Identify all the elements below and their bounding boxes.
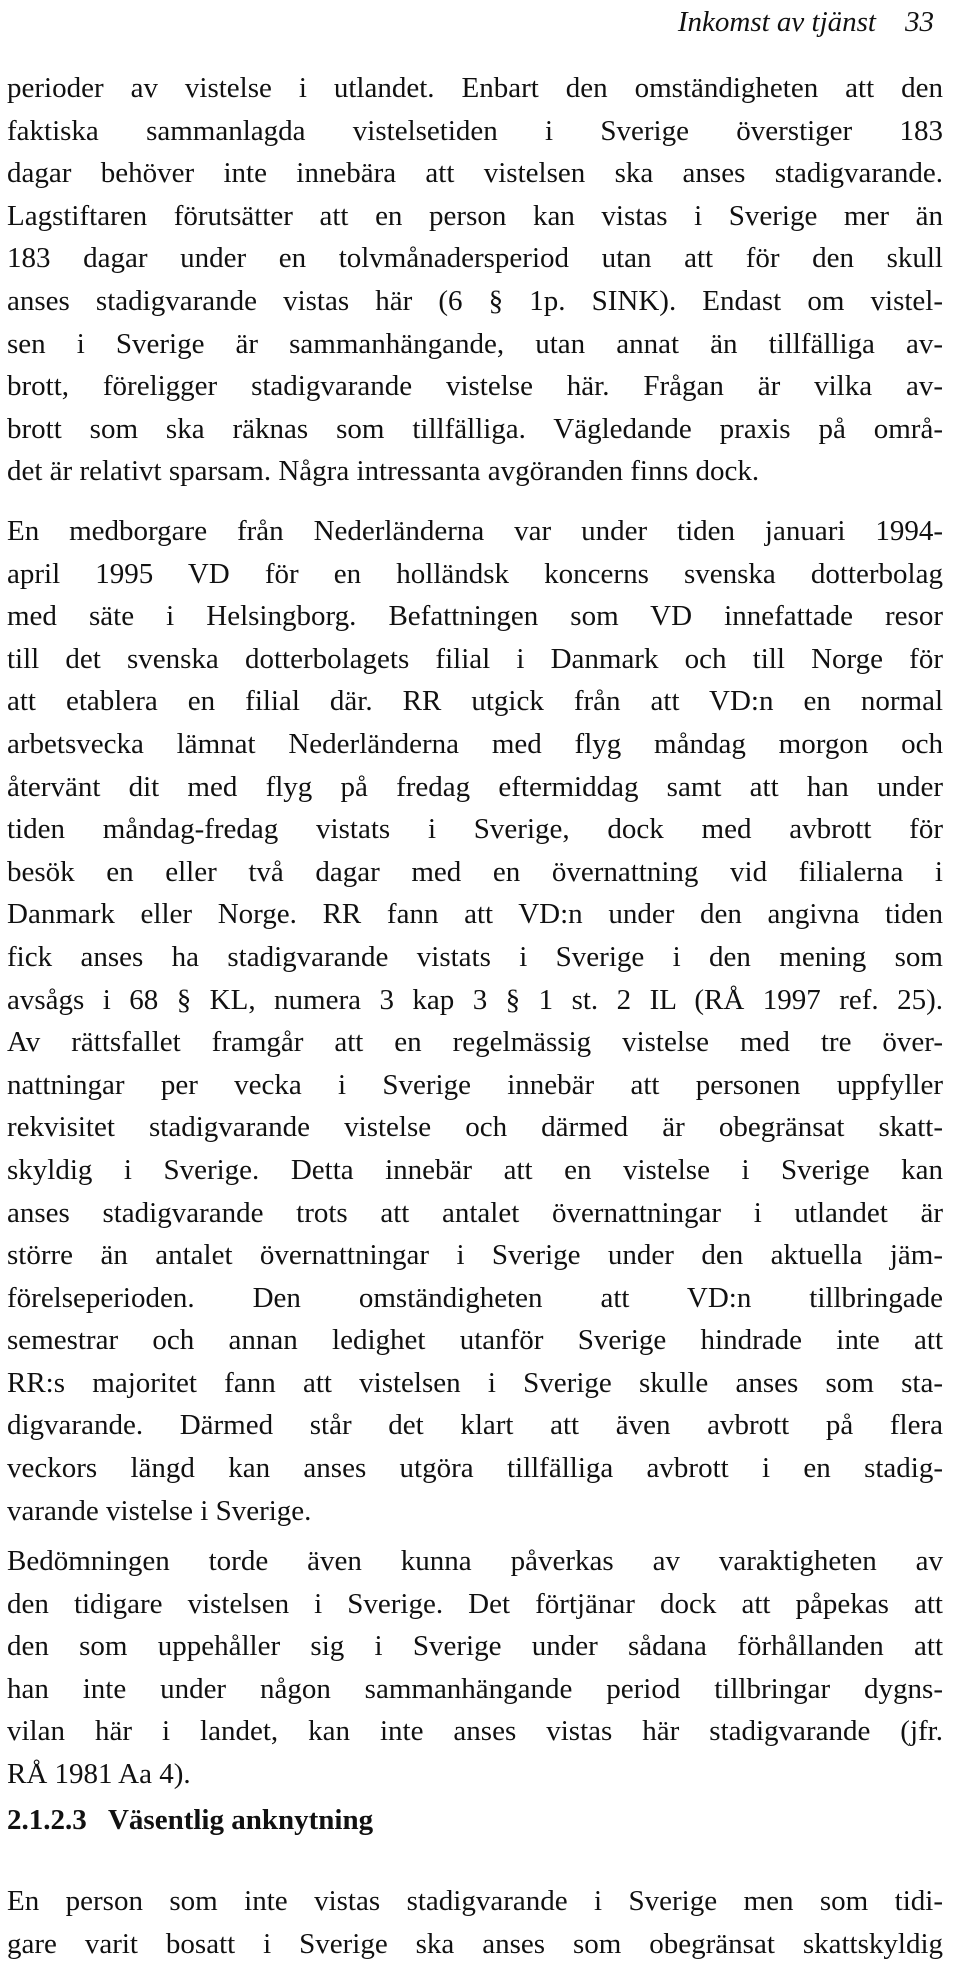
text-line: varande vistelse i Sverige. [7,1494,312,1527]
text-line: dagar behöver inte innebära att vistelsen ska anses stadigvarande. [7,157,943,190]
text-line: den som uppehåller sig i Sverige under sådana förhållanden att [7,1630,943,1663]
text-line: perioder av vistelse i utlandet. Enbart den omständigheten att den [7,72,943,104]
text-line: återvänt dit med flyg på fredag eftermiddag samt att han under [7,770,943,803]
section-heading [7,1800,373,1840]
text-line: större än antalet övernattningar i Sverige under den aktuella jäm- [7,1239,943,1272]
text-line: brott som ska räknas som tillfälliga. Vägledande praxis på områ- [7,412,943,445]
text-line: faktiska sammanlagda vistelsetiden i Sverige överstiger 183 [7,114,943,147]
text-line: rekvisitet stadigvarande vistelse och därmed är obegränsat skatt- [7,1111,943,1144]
text-line: skyldig i Sverige. Detta innebär att en vistelse i Sverige kan [7,1153,943,1186]
paragraph-1 [7,67,943,493]
text-line: anses stadigvarande trots att antalet övernattningar i utlandet är [7,1196,943,1229]
section-number: 2.1.2.3 [7,1804,87,1836]
text-line: 183 dagar under en tolvmånadersperiod utan att för den skull [7,242,943,275]
text-line: Bedömningen torde även kunna påverkas av varaktigheten av [7,1545,943,1577]
text-line: gare varit bosatt i Sverige ska anses som obegränsat skattskyldig [7,1927,943,1960]
text-line: att etablera en filial där. RR utgick från att VD:n en normal [7,685,943,718]
text-line: veckors längd kan anses utgöra tillfälliga avbrott i en stadig- [7,1452,943,1485]
text-line: han inte under någon sammanhängande period tillbringar dygns- [7,1672,943,1705]
text-line: tiden måndag-fredag vistats i Sverige, dock med avbrott för [7,813,943,846]
text-line: vilan här i landet, kan inte anses vistas här stadigvarande (jfr. [7,1715,943,1748]
text-line: till det svenska dotterbolagets filial i Danmark och till Norge för [7,642,943,675]
page-number: 33 [905,6,934,38]
paragraph-3 [7,1540,943,1796]
text-line: med säte i Helsingborg. Befattningen som VD innefattade resor [7,600,943,633]
text-line: Lagstiftaren förutsätter att en person kan vistas i Sverige mer än [7,199,943,232]
text-line: sen i Sverige är sammanhängande, utan annat än tillfälliga av- [7,327,943,360]
text-line: april 1995 VD för en holländsk koncerns svenska dotterbolag [7,557,943,590]
text-line: Danmark eller Norge. RR fann att VD:n under den angivna tiden [7,898,943,931]
text-line: det är relativt sparsam. Några intressanta avgöranden finns dock. [7,455,760,488]
text-line: besök en eller två dagar med en övernattning vid filialerna i [7,855,943,888]
paragraph-2 [7,510,943,1532]
text-line: semestrar och annan ledighet utanför Sverige hindrade inte att [7,1324,943,1357]
text-line: En medborgare från Nederländerna var under tiden januari 1994- [7,515,943,547]
text-line: En person som inte vistas stadigvarande i Sverige men som tidi- [7,1885,943,1917]
section-title: Väsentlig anknytning [107,1804,374,1836]
running-header [678,4,934,40]
text-line: RÅ 1981 Aa 4). [7,1757,191,1790]
text-line: fick anses ha stadigvarande vistats i Sverige i den mening som [7,940,943,973]
text-line: den tidigare vistelsen i Sverige. Det förtjänar dock att påpekas att [7,1587,943,1620]
text-line: förelseperioden. Den omständigheten att VD:n tillbringade [7,1281,943,1314]
running-title: Inkomst av tjänst [677,6,876,38]
paragraph-4 [7,1880,943,1965]
text-line: Av rättsfallet framgår att en regelmässig vistelse med tre över- [7,1026,943,1059]
text-line: nattningar per vecka i Sverige innebär att personen uppfyller [7,1068,943,1101]
text-line: brott, föreligger stadigvarande vistelse här. Frågan är vilka av- [7,370,943,403]
text-line: anses stadigvarande vistas här (6 § 1p. SINK). Endast om vistel- [7,284,943,317]
text-line: avsågs i 68 § KL, numera 3 kap 3 § 1 st. 2 IL (RÅ 1997 ref. 25). [7,983,943,1016]
text-line: digvarande. Därmed står det klart att även avbrott på flera [7,1409,943,1442]
text-line: RR:s majoritet fann att vistelsen i Sverige skulle anses som sta- [7,1366,943,1399]
text-line: arbetsvecka lämnat Nederländerna med flyg måndag morgon och [7,727,943,760]
